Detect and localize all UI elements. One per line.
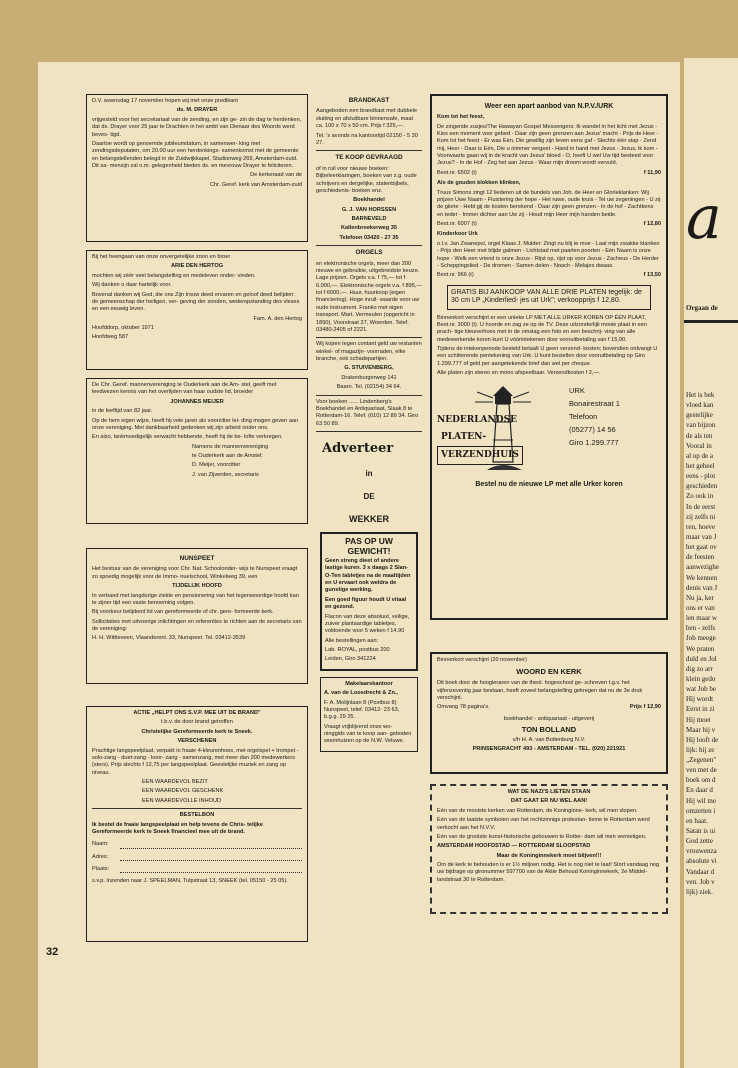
ad-actie-p1: Prachtige langspeelplaat, verpakt in fraaie 4-kleurenhoes, met orgelspel + trompet - solo-zang - duet-zang - koor- zang - samenzang, met meer dan 200 medewerkers (sters). Prijs slechts f 12,75 per langspeelplaat. Geestelijke muziek en zang op niveau. — [92, 747, 299, 776]
city-field-label: Plaats: — [92, 866, 110, 872]
ad-nunspeet-title: NUNSPEET — [179, 555, 215, 562]
next-page-line: Hij moet — [686, 715, 711, 724]
woord-intro: Binnenkort verschijnt (20 november) — [437, 657, 527, 663]
next-page-line: maar van J — [686, 532, 717, 541]
next-page-line: Zo ook in — [686, 492, 714, 501]
ad-npvu — [430, 94, 668, 620]
ad-hertog-name: ARIE DEN HERTOG — [170, 263, 224, 270]
next-page-line: En daar d — [686, 786, 713, 795]
npvu-p1: De zingende zusjes/The Hawayan Gospel Messengers: Ik wandel in het licht met Jezus - Kies een moment voor gebed - Daar zijn geen grenzen aan Jezus' macht - Prijs de Heer - Kom tot het feest - Er was Eén, Die gewillig zijn leven eens gaf - Slechts één stap - Zend mij, Heer - Daar is Eén, Die u nimmer vergeet - Hand in hand met Jezus - Jezus, ik kom - Voorwaarts gaan wij in de kracht van Jezus' bloed - O, heeft U wel Uw tijd besteed voor Jezus? - In de Hof - Zeg het aan Jezus - Waar mijn droom wordt vervuld. — [437, 123, 659, 167]
orgels-text: en elektronische orgels, meer dan 200 nieuwe en gebruikte, uitgebreidste keuze. Lage prijzen. Orgels v.a. f 75,— tot f 6.000,—. Elektronische orgels v.a. f 895,— tot f 6000,—. Huur, huurkoop (eigen financiering). Hoge inruil- waarde voor uw oude instrument. Franko met eigen transport. Mart. Vermeulen (opgericht in 1890), Voorstraat 27, Woerden. Telef. 03480-2405 of 2221. — [316, 260, 422, 333]
ad-hertog-place: Hoofddorp, oktober 1971 — [92, 325, 154, 331]
next-page-line: Hij looft de — [686, 735, 719, 744]
npvu-p6: Alle platen zijn stereo en mono afspeelbaar. Verzendkosten f 2,—. — [437, 370, 601, 377]
mak-addr: F. A. Molijnlaan 8 (Postbus 8) Nunspeet, telef. 03412- 23 63, b.g.g. 29 25. — [324, 699, 400, 721]
bh-name: G. J. VAN HORSSEN — [341, 206, 397, 213]
npvu-h3: Kinderkoor Urk — [437, 231, 478, 238]
npvu-p5: Tijdens de intekenperiode besteld betaalt U geen verzend- kosten; bovendien ontvangt U een schitterende pentekening van Urk. U kunt bestellen door vooruitbetaling op Giro 1.299.777 of geld per aangetekende brief dan wel per cheque. — [437, 346, 658, 367]
next-page-line: klein gedo — [686, 674, 716, 683]
ad-hertog — [86, 250, 308, 370]
ad-meijer-name: JOHANNES MEIJER — [170, 398, 224, 405]
ad-meijer-s3: D. Meijer, voorzitter — [192, 462, 241, 469]
voor-boeken-text: Voor boeken ...... Lindenberg's Boekhandel en Antiquariaat, Slaak 8 te Rotterdam-16. Telef. (010) 12 89 34. Giro 63 50 89. — [316, 398, 419, 427]
next-page-line: Vandaar d — [686, 867, 715, 876]
woord-name: TON BOLLAND — [521, 725, 577, 735]
next-page-line: de feesten — [686, 553, 715, 562]
next-page-line: In de eerst — [686, 502, 716, 511]
orgels-title: ORGELS — [355, 249, 383, 257]
next-page-line: ben - zelfs — [686, 624, 716, 633]
ad-nunspeet-p3: Bij voorkeur belijdend lid van gereformeerde of chr. gere- formeerde kerk. — [92, 609, 274, 616]
next-page-line: omzetten i — [686, 806, 716, 815]
npvu-addr-giro: Giro 1.299.777 — [569, 438, 619, 448]
woord-addr: PRINSENGRACHT 493 - AMSTERDAM - TEL. (020) 221921 — [472, 746, 626, 753]
next-page-line: wat Job be — [686, 685, 716, 694]
logo-line1: NEDERLANDSE — [437, 414, 517, 425]
next-page-line: ven. Job v — [686, 877, 715, 886]
pas-p4: Alle bestellingen aan: — [325, 637, 379, 644]
nazi-p2: Eén van de laatste symbolen van het rechtzinnige protestan- tisme te Rotterdam werd verkocht aan het N.V.V. — [437, 817, 650, 831]
nazi-p6: Om de kerk te behouden is er 1½ miljoen nodig. Het is nog niet te laat! Stort vandaag nog uw bijdrage op gironummer 597700 van de Aktie Behoud Koninginnekerk, 2e Middel- landstraat 30 te Rotterdam. — [437, 862, 660, 883]
next-page-strip — [684, 58, 738, 1068]
npvu-title: Weer een apart aanbod van N.P.V./URK — [484, 103, 614, 110]
npvu-address — [569, 384, 620, 450]
next-page-line: van bijzon — [686, 421, 716, 430]
ad-hertog-p1: mochten wij zéér veel belangstelling en medeleven onder- vinden. — [92, 272, 256, 279]
ad-nunspeet-name: TIJDELIJK HOOFD — [172, 583, 222, 590]
next-page-line: „Zegenen" — [686, 756, 717, 765]
bh-label: Boekhandel — [353, 197, 385, 204]
npvu-footer: Bestel nu de nieuwe LP met alle Urker koren — [475, 480, 623, 488]
ad-actie-sub2: Christelijke Gereformeerde kerk te Sneek. — [141, 728, 253, 735]
ad-nunspeet-p2: In verband met langdurige ziekte en pensionering van het tegenwoordige hoofd kan te zijner tijd een vaste benoeming volgen. — [92, 592, 299, 606]
next-page-line: dig zo arr — [686, 664, 713, 673]
next-page-line: We praten — [686, 644, 715, 653]
next-page-line: lijk: hij ze — [686, 745, 715, 754]
next-page-line: denis van J — [686, 583, 718, 592]
ad-meijer-p2: Op de hem eigen wijze, heeft hij vele jaren als voorzitter lei- ding mogen geven aan onze vereniging. Met dankbaarheid gedenken wij zijn arbeid onder ons. — [92, 417, 299, 431]
ad-actie-title: ACTIE „HELPT ONS S.V.P. MEE UIT DE BRAND" — [133, 710, 261, 716]
pas-p2: Een goed figuur houdt U vitaal en gezond. — [325, 596, 407, 611]
ad-actie-l2: EEN WAARDEVOL GESCHENK — [142, 788, 224, 795]
npvu-n3: Best.nr. 966 (t) — [437, 272, 474, 279]
next-page-line: God zette — [686, 837, 714, 846]
next-page-line: gestelijke — [686, 411, 713, 420]
name-field[interactable] — [92, 841, 302, 848]
woord-omvang: Omvang 78 pagina's. — [437, 704, 490, 711]
adverteer-de: DE — [363, 491, 375, 501]
ad-actie-sub1: t.b.v. de door brand getroffen — [161, 719, 233, 726]
makelaar-ad — [320, 677, 418, 752]
next-page-line: We kennen — [686, 573, 718, 582]
next-page-line: Vooral in — [686, 441, 712, 450]
next-page-line: het gaat ov — [686, 543, 717, 552]
mak-title: Makelaarskantoor — [345, 680, 393, 687]
npvu-n1: Best.nr. 6502 (t) — [437, 169, 477, 176]
next-page-line: ven met de — [686, 766, 717, 775]
page-number: 32 — [46, 946, 59, 958]
masthead-letter: a — [686, 183, 722, 253]
next-page-line: Maar hij v — [686, 725, 716, 734]
ad-actie-head: VERSCHENEN — [177, 738, 217, 745]
npvu-gratis: GRATIS BIJ AANKOOP VAN ALLE DRIE PLATEN tegelijk: de 30 cm LP „Kinderlied- jes uit Urk"; verkoopprijs f 12,80. — [451, 288, 642, 305]
woord-prijs: Prijs f 12,90 — [629, 704, 661, 711]
nazi-title2: DAT GAAT ER NU WEL AAN! — [510, 798, 588, 805]
pas-op-ad — [320, 532, 418, 671]
next-page-line: Job meege — [686, 634, 716, 643]
npvu-pr3: f 13,50 — [643, 272, 661, 279]
pas-p1: Geen streng dieet of andere lastige kuren. 3 x daags 2 Slan-O-Ten tabletjes na de maaltijden en U ervaart ook weldra de gunstige werking. — [325, 557, 411, 594]
bh-city: BARNEVELD — [351, 216, 387, 223]
adverteer-in: in — [365, 469, 373, 479]
npvu-n2: Best.nr. 6007 (t) — [437, 221, 477, 228]
ad-drayer — [86, 94, 308, 242]
brandkast-text: Aangeboden een brandkast met dubbele sluiting en afsluitbare binnensafe, maat ca. 100 x 70 x 50 cm. Prijs f 325,—. — [316, 108, 418, 130]
bh-tel: Telefoon 03420 - 27 35 — [339, 234, 399, 241]
address-field-label: Adres: — [92, 853, 109, 860]
ad-nunspeet-p5: H. H. Wittteveen, Vlaanderenl. 33, Nunspeet. Tel. 03412-3539 — [92, 635, 246, 642]
stuiv-street: Drakenburgerweg 141 — [341, 374, 397, 381]
brandkast-tel: Tel. 's avonds na kantoortijd 02150 - 5 30 27. — [316, 132, 418, 146]
npvu-pr2: f 12,80 — [643, 221, 661, 228]
ad-drayer-name: ds. M. DRAYER — [176, 107, 218, 114]
ad-meijer-s2: te Ouderkerk aan de Amstel: — [192, 453, 263, 459]
gevraagd-text: of in ruil voor nieuwe boeken: Bijbelverklaringen, boeken van z.g. oude schrijvers en dergelijke, statenbijbels, geschiedenis- boeken enz. — [316, 165, 417, 194]
logo-line2: PLATEN- — [441, 431, 487, 442]
next-page-line: vrouwenza — [686, 847, 717, 856]
pas-title: PAS OP UW GEWICHT! — [345, 536, 393, 556]
npvu-p2: Truus Simons zingt 12 liederen uit de bundels van Joh. de Heer en Glorieklanken: Wij prijzen Uwe Naam - Fluistering der hope - Het ruwe, oude kruis - Tel uw zegeningen - U zij de glorie - Hebt gij de kosten berekend - Daar zijn geen grenzen - In de hof - Zachtkens en teder - Immer dichter aan Uw zij - Houd mijn Heer mijn handen beide. — [437, 189, 661, 218]
pas-p5: Lab. ROYAL, postbus 200 — [325, 647, 390, 654]
nazi-p3: Eén van de grootste kunst-historische gebouwen te Rotter- dam wil men vernietigen. — [437, 833, 647, 840]
next-page-line: Satan is ui — [686, 827, 716, 836]
ad-drayer-sign1: De kerkeraad van de — [250, 172, 302, 179]
nazi-p5: Maar de Koninginnekerk moet blijven!!! — [496, 852, 602, 859]
pas-p6: Leiden, Giro 341224 — [325, 656, 376, 663]
ad-actie-p3: s.v.p. inzenden naar J. SPEELMAN, Tulpstraat 13, SNEEK (tel. 05150 - 25 05). — [92, 878, 288, 885]
next-page-line: Het is bek — [686, 391, 715, 399]
ad-nazi — [430, 784, 668, 914]
ad-meijer-s1: Namens de mannenvereniging — [192, 443, 269, 450]
ad-nunspeet — [86, 548, 308, 684]
npvu-pr1: f 11,90 — [643, 169, 661, 176]
pas-p3: Flacon van deze absoluut, veilige, zuiver plantaardige tabletjes, voldoende voor 5 weken f 14.90 — [325, 613, 410, 635]
gevraagd-title: TE KOOP GEVRAAGD — [335, 154, 403, 162]
woord-pub: boekhandel - antiquariaat - uitgeverij — [503, 715, 595, 722]
ad-hertog-sign: Fam. A. den Hertog — [253, 315, 302, 322]
next-page-line: eens - plot — [686, 472, 716, 481]
npvu-gratis-box — [447, 285, 651, 310]
next-page-line: Nu ja, ker — [686, 593, 714, 602]
ad-drayer-p2: Daartoe wordt op genoemde jubileumdatum, in samenwer- king met zendingsdeputaten, om 20.00 uur een herdenkings- samenkomst met de gemeente en belangstellenden belegd in de Zuidwijkkapel, Stadionweg 269, Amsterdam-zuid. Dit sa- menzijn zal o.m. gelegenheid bieden ds. en mevrouw Drayer te feliciteren. — [92, 140, 299, 169]
middle-column — [316, 94, 422, 954]
brandkast-title: BRANDKAST — [348, 97, 390, 104]
ad-actie-order: BESTELBON — [179, 812, 215, 819]
masthead-subtitle: Orgaan de — [686, 304, 718, 312]
mak-text: Vraagt vrijblijvend onze wo- ninggids van te koop aan- geboden woonhuizen op de N.W. Veluwe. — [324, 723, 412, 745]
next-page-line: lijk) ziek. — [686, 887, 713, 896]
wij-kopen-text: Wij kopen tegen contant geld uw restanten winkel- of magazijn- voorraden, elke branche, ook schadepartijen. — [316, 341, 422, 363]
city-field[interactable] — [92, 866, 302, 873]
bh-addr: Kallenbroekerweg 35 — [341, 225, 397, 232]
npvu-h2: Als de gouden klokken klinken, — [437, 180, 521, 187]
adverteer-wekker: WEKKER — [349, 514, 389, 525]
nazi-p1: Eén van de mooiste kerken van Rotterdam, de Koninginne- kerk, wil men slopen. — [437, 807, 638, 814]
next-page-line: geschieden — [686, 482, 718, 491]
nazi-title: WAT DE NAZI'S LIETEN STAAN — [507, 789, 591, 795]
mak-name: A. van de Loosdrecht & Zn., — [324, 690, 398, 697]
ad-drayer-intro: D.V. woensdag 17 november hopen wij met onze predikant — [92, 98, 238, 104]
next-page-line: duld en Jol — [686, 654, 717, 663]
ad-hertog-p2: Wij danken u daar hartelijk voor. — [92, 282, 172, 289]
npvu-addr-tel: (05277) 14 56 — [569, 424, 616, 434]
ad-hertog-p3: Bovenal danken wij God, die ons Zijn trouw deed ervaren en geloof deed belijden: de gemeenschap der heiligen, ver- geving der zonden, wederopstanding des vleses en een eeuwig leven. — [92, 291, 300, 313]
ad-hertog-street: Hoofdweg 587 — [92, 334, 129, 341]
npvu-addr-tel-label: Telefoon — [569, 411, 598, 421]
woord-title: WOORD EN KERK — [516, 667, 582, 677]
next-page-line: al op de a — [686, 451, 714, 460]
next-page-line: Eerst in zi — [686, 705, 715, 714]
next-page-line: Hij wil me — [686, 796, 716, 805]
ad-meijer-p1: De Chr. Geref. mannenvereniging te Ouderkerk aan de Am- stel, geeft met leedwezen kennis van het overlijden van haar oudste lid, broeder — [92, 382, 277, 396]
next-page-line: ren, hoeve — [686, 522, 716, 531]
next-page-line: boek om d — [686, 776, 716, 785]
next-page-line: ons er van — [686, 603, 715, 612]
ad-meijer-s4: J. van Zijverden, secretaris — [192, 471, 259, 478]
address-field[interactable] — [92, 854, 302, 861]
ad-actie-l1: EEN WAARDEVOL BEZIT — [142, 779, 208, 785]
ad-actie-p2: Ik bestel de fraaie langspeelplaat en help tevens de Chris- telijke Gereformeerde kerk te Sneek financieel mee uit de brand. — [92, 821, 263, 835]
ad-meijer-age: in de leeftijd van 82 jaar. — [92, 408, 153, 415]
woord-sub: v/h H. A. van Bottenburg N.V. — [512, 737, 586, 744]
npvu-addr-city: URK — [569, 385, 585, 395]
npvu-h1: Kom tot het feest, — [437, 114, 485, 121]
name-field-label: Naam: — [92, 841, 109, 848]
next-page-line: en haat. — [686, 816, 708, 825]
next-page-line: vloed kan — [686, 401, 714, 410]
ad-drayer-p1: vrijgesteld voor het secretariaat van de zending, en zijn ge- zin de dag te herdenken, dat ds. Drayer voor 25 jaar te Drachten in het ambt van Dienaar des Woords werd beves- tigd. — [92, 116, 302, 138]
woord-p1: Dit boek door de hoogleraren van de theol. hogeschool ge- schreven t.g.v. het vijfenzeventig jaar bestaan, heeft zoveel belangstelling gekregen dat nu de 3e druk verschijnt. — [437, 680, 643, 702]
ad-drayer-sign2: Chr. Geref. kerk van Amsterdam-zuid — [209, 181, 302, 188]
ad-nunspeet-p4: Sollicitaties met uitvoerige inlichtingen en referenties te richten aan de secretaris van de vereniging: — [92, 618, 302, 633]
ad-actie — [86, 706, 308, 942]
stuiv-city: Baarn. Tel. (02154) 34 64. — [336, 384, 402, 391]
npvu-p4: Binnenkort verschijnt er een unieke LP MET ALLE URKER KOREN OP ÉÉN PLAAT, Best.nr. 3000 (t). U hoorde en zag ze op de TV. Deze uitzonderlijk mooie plaat in een prach- tige kleurenhoes met in de omslag een foto en een beschrij- ving van alle medewerkende koren kunt U vóórintekenen door vooruitbetaling van f 15,90. — [437, 314, 647, 343]
logo-line3: VERZENDHUIS — [437, 446, 523, 465]
npvu-p3: o.l.v. Jan Zwanepol, orgel Klaas J. Mulder: Zingt nu blij te moe - Laat mijn zwakke klanken - Prijs den Heer met blijde galmen - Lichtstad met paarlen poorten - Eén Naam is onze hope - Welk een vriend is onze Jezus - Rijst op, rijst op voor Jezus - Zacheus - De Herder - Scheppingslied - De dromen - Samen delen - Noach - Melajes dwaas. — [437, 240, 660, 269]
npvu-logo-area — [437, 382, 661, 474]
next-page-line: len maar w — [686, 614, 718, 623]
next-page-line: absolute vi — [686, 857, 717, 866]
nazi-p4: AMSTERDAM HOOFDSTAD — ROTTERDAM SLOOPSTAD — [437, 843, 591, 850]
npvu-addr-street: Bonairestraat 1 — [569, 398, 620, 408]
next-page-line: het geheel — [686, 461, 715, 470]
stuiv-name: G. STUIVENBERG, — [344, 365, 394, 372]
next-page-line: de als ten — [686, 431, 713, 440]
ad-actie-l3: EEN WAARDEVOLLE INHOUD — [142, 797, 222, 804]
adverteer-heading: Adverteer — [322, 441, 394, 457]
next-page-line: Hij wordt — [686, 695, 714, 704]
ad-woord-en-kerk — [430, 652, 668, 774]
ad-nunspeet-p1: Het bestuur van de vereniging voor Chr. Nat. Schoolonder- wijs te Nunspeet vraagt zo spoedig mogelijk voor de Immo- nuelschool, Winkelweg 39, een — [92, 566, 298, 580]
next-page-line: aanwezighe — [686, 563, 720, 572]
next-page-line: zij zelfs ni — [686, 512, 716, 521]
next-page-text — [686, 390, 719, 897]
ad-hertog-intro: Bij het heengaan van onze onvergetelijke zoon en broer — [92, 254, 231, 260]
ad-meijer — [86, 378, 308, 524]
ad-meijer-p3: En alzo, lankmoedigelijk verwacht hebbende, heeft hij de be- lofte verkregen. — [92, 434, 283, 441]
